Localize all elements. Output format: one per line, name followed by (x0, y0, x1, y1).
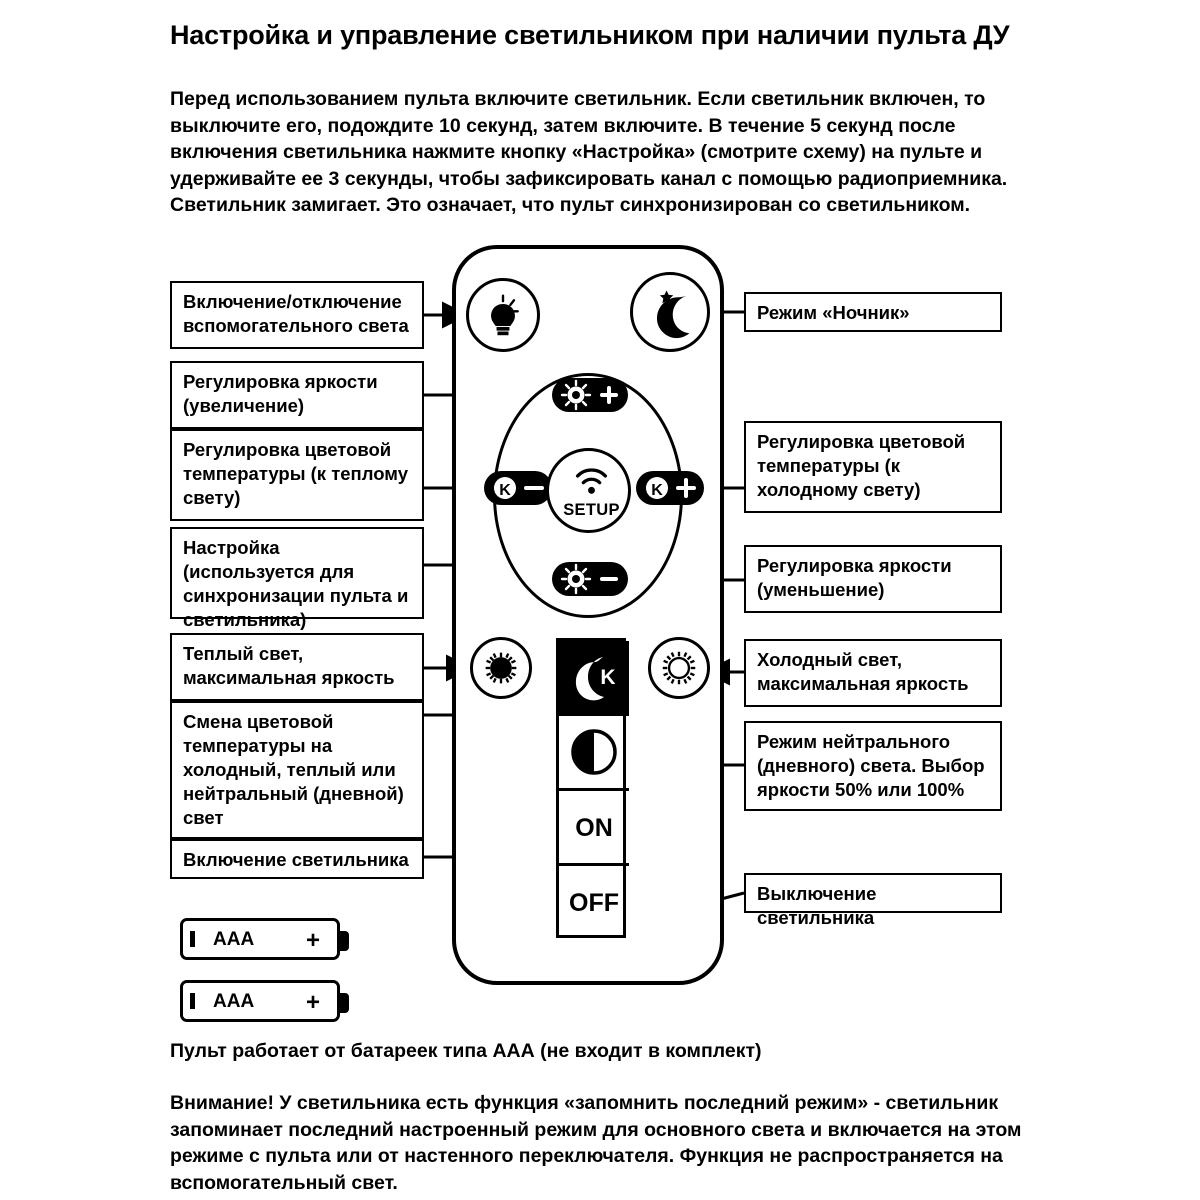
callout-text: Включение светильника (183, 849, 409, 870)
svg-text:K: K (600, 666, 616, 689)
battery-2 (180, 980, 340, 1022)
svg-text:K: K (499, 482, 511, 499)
sun-plus-icon (552, 378, 628, 412)
color-temp-cold-button[interactable] (636, 471, 704, 505)
color-temp-warm-button[interactable] (484, 471, 552, 505)
warning-note: Внимание! У светильника есть функция «запомнить последний режим» - светильник запоминает последний настроенный режим для основного света и включается на этом режиме с пульта или от настенного переключателя. Функция не распространяется на вспомогательный свет. (170, 1092, 1022, 1194)
battery-negative-terminal (190, 993, 195, 1009)
battery-positive-cap (337, 993, 349, 1013)
page-title: Настройка и управление светильником при наличии пульта ДУ (170, 20, 1010, 50)
callout-brightness-down (744, 545, 1002, 613)
bulb-icon (469, 281, 537, 349)
lamp-off-label: OFF (569, 889, 619, 917)
callout-text: Теплый свет, максимальная яркость (183, 643, 395, 688)
lamp-on-label: ON (575, 814, 613, 842)
callout-color-temp-switch (170, 701, 424, 839)
warm-max-button[interactable] (470, 637, 532, 699)
battery-positive-cap (337, 931, 349, 951)
intro-paragraph: Перед использованием пульта включите светильник. Если светильник включен, то выключите его, подождите 10 секунд, затем включите. В течение 5 секунд после включения светильника нажмите кнопку «Настройка» (смотрите схему) на пульте и удерживайте ее 3 секунды, чтобы зафиксировать канал с помощью радиоприемника. Светильник замигает. Это означает, что пульт синхронизирован со светильником. (170, 88, 1008, 216)
callout-aux-light-toggle (170, 281, 424, 349)
battery-plus-sign: + (305, 927, 320, 954)
warm-sun-icon (473, 640, 529, 696)
battery-negative-terminal (190, 931, 195, 947)
callout-text: Холодный свет, максимальная яркость (757, 649, 969, 694)
callout-text: Режим «Ночник» (757, 302, 910, 323)
moon-star-icon (633, 275, 707, 349)
brightness-up-button[interactable] (552, 378, 628, 412)
battery-label: ААА (213, 929, 255, 950)
kelvin-plus-icon (636, 471, 704, 505)
callout-text: Включение/отключение вспомогательного света (183, 291, 409, 336)
callout-text: Регулировка цветовой температуры (к холодному свету) (757, 431, 966, 500)
aux-light-button[interactable] (466, 278, 540, 352)
wifi-icon (549, 451, 634, 499)
night-mode-button[interactable] (630, 272, 710, 352)
lamp-off-button[interactable] (559, 866, 629, 941)
neutral-mode-button[interactable] (559, 716, 629, 791)
callout-brightness-up (170, 361, 424, 429)
callout-night-mode (744, 292, 1002, 332)
lamp-on-button[interactable] (559, 791, 629, 866)
callout-setup-sync (170, 527, 424, 630)
remote-key-column (556, 638, 626, 938)
callout-text: Смена цветовой температуры на холодный, теплый или нейтральный (дневной) свет (183, 711, 404, 828)
svg-text:K: K (651, 482, 663, 499)
callout-text: Настройка (используется для синхронизации пульта и светильника) (183, 537, 409, 630)
callout-lamp-off (744, 873, 1002, 928)
callout-text: Режим нейтрального (дневного) света. Выбор яркости 50% или 100% (757, 731, 985, 800)
callout-text: Регулировка яркости (уменьшение) (757, 555, 952, 600)
setup-label: SETUP (563, 501, 620, 519)
kelvin-minus-icon (484, 471, 552, 505)
battery-label: ААА (213, 991, 255, 1012)
brightness-down-button[interactable] (552, 562, 628, 596)
kelvin-mode-button[interactable] (559, 641, 629, 716)
battery-plus-sign: + (305, 989, 320, 1016)
moon-k-icon (559, 641, 629, 713)
callout-color-temp-cold (744, 421, 1002, 513)
callout-text: Регулировка цветовой температуры (к теплому свету) (183, 439, 409, 508)
callout-cold-max (744, 639, 1002, 707)
setup-button[interactable] (546, 448, 631, 533)
battery-1 (180, 918, 340, 960)
callout-text: Выключение светильника (757, 883, 877, 928)
callout-text: Регулировка яркости (увеличение) (183, 371, 378, 416)
callout-color-temp-warm (170, 429, 424, 521)
half-circle-icon (559, 716, 629, 788)
cold-sun-icon (651, 640, 707, 696)
battery-note: Пульт работает от батареек типа ААА (не входит в комплект) (170, 1040, 762, 1062)
callout-lamp-on (170, 839, 424, 879)
sun-minus-icon (552, 562, 628, 596)
callout-neutral-mode (744, 721, 1002, 811)
callout-warm-max (170, 633, 424, 701)
cold-max-button[interactable] (648, 637, 710, 699)
